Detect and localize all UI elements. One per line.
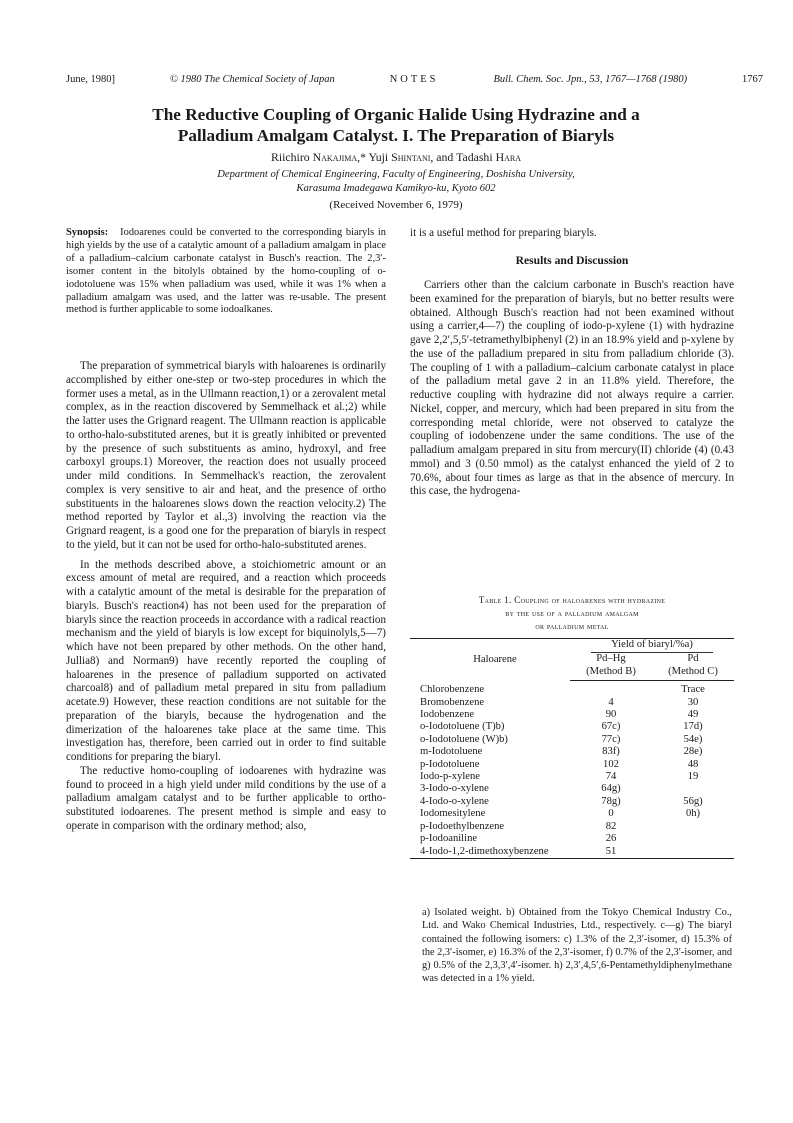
haloarene-cell: p-Iodotoluene	[420, 758, 480, 770]
haloarene-cell: Bromobenzene	[420, 696, 485, 708]
table-row	[410, 746, 734, 758]
results-text: Carriers other than the calcium carbonate in Busch's reaction have been examined for the preparation of biaryls, but no better results were obtained. Although Busch's reaction had not been examined without using a carrier,4—7) the coupling of iodo-p-xylene (1) with hydrazine gave 2,2′,5,5′-tetramethylbiphenyl (2) in an 18.9% yield and p-xylene by the use of the palladium prepared in situ from palladium chloride (3). The coupling of 1 with a palladium–calcium carbonate catalyst in place of the palladium metal gave 2 in an 11.8% yield. Therefore, the reductive coupling with hydrazine did not always require a carrier. Nickel, copper, and mercury, which had been prepared in situ from the corresponding metal chloride, were not observed to catalyze the coupling of iodobenzene under the same conditions. The use of the palladium amalgam prepared in situ from mercury(II) chloride (4) (0.43 mmol) and 3 (0.50 mmol) as the catalyst enhanced the yield of 2 to 70.6%, about four times as large as that in the absence of mercury. In this case, the hydrogena-	[410, 279, 734, 498]
affiliation-line-1: Department of Chemical Engineering, Faculty of Engineering, Doshisha University,	[217, 169, 575, 180]
column-header-pdhg: Pd–Hg	[596, 653, 626, 665]
table-footnotes: a) Isolated weight. b) Obtained from the Tokyo Chemical Industry Co., Ltd. and Wako Chemical Industries, Ltd., respectively. c—g) The biaryl contained the following isomers: c) 1.3% of the 2,3′-isomer, d) 15.3% of the 2,3′-isomer, e) 16.3% of the 2,3′-isomer, f) 0.7% of the 2,3′-isomer, and g) 0.5% of the 2,3,3′,4′-isomer. h) 2,3′,4,5′,6-Pentamethyldiphenylmethane was detected in a 1% yield.	[422, 907, 732, 985]
pdhg-yield-cell: 74	[605, 771, 617, 783]
pdhg-yield-cell: 83f)	[602, 746, 620, 758]
pdhg-yield-cell: 82	[605, 820, 617, 832]
page-number: 1767	[742, 74, 763, 85]
table-row	[410, 808, 734, 820]
haloarene-cell: p-Iodoethylbenzene	[420, 820, 505, 832]
yield-table	[410, 638, 734, 859]
section-label: NOTES	[389, 74, 439, 85]
haloarene-cell: Chlorobenzene	[420, 683, 485, 695]
synopsis-text: Iodoarenes could be converted to the corresponding biaryls in high yields by the use of a catalytic amount of a palladium amalgam in place of a palladium–calcium carbonate catalyst in Busch's reaction. The 2,3′-isomer content in the bitolyls obtained by the homo-coupling of o-iodotoluene was 15% when palladium was used, while it was 1% when a palladium amalgam was used, and the latter was re-usable. The present method is further applicable to some iodoalkanes.	[66, 227, 386, 316]
haloarene-cell: 4-Iodo-1,2-dimethoxybenzene	[410, 846, 570, 859]
pd-yield-cell: 28e)	[683, 746, 703, 758]
yield-header-text: Yield of biaryl/%a)	[591, 639, 713, 653]
haloarene-cell: Iodobenzene	[420, 709, 475, 721]
pdhg-yield-cell	[570, 681, 652, 697]
synopsis-label: Synopsis:	[66, 227, 109, 238]
table-row	[410, 833, 734, 845]
synopsis	[66, 227, 386, 317]
pd-yield-cell: 49	[687, 709, 699, 721]
table-caption-line-1: Table 1. Coupling of haloarenes with hydrazine	[478, 595, 666, 605]
pdhg-yield-cell: 26	[605, 833, 617, 845]
pd-yield-cell: 0h)	[685, 808, 701, 820]
pd-yield-cell	[652, 833, 734, 845]
author-3-family: Hara	[495, 150, 521, 164]
affiliation	[66, 168, 726, 196]
table-caption	[410, 594, 734, 633]
pd-yield-cell: 19	[687, 771, 699, 783]
pd-yield-cell: 56g)	[683, 795, 703, 807]
title-line-2: Palladium Amalgam Catalyst. I. The Preparation of Biaryls	[177, 126, 615, 145]
pd-yield-cell: Trace	[681, 684, 705, 696]
column-header-pd: Pd	[687, 653, 699, 665]
table-row	[410, 721, 734, 733]
pdhg-yield-cell: 51	[570, 846, 652, 859]
column-header-pd-method: (Method C)	[652, 666, 734, 681]
author-1-family: Nakajima,*	[312, 150, 366, 164]
running-header	[66, 74, 763, 85]
table-row	[410, 734, 734, 746]
title-line-1: The Reductive Coupling of Organic Halide Using Hydrazine and a	[152, 105, 640, 124]
column-header-pdhg-method: (Method B)	[570, 666, 652, 681]
author-2-family: Shintani,	[391, 150, 434, 164]
author-2-given: Yuji	[368, 150, 389, 164]
haloarene-cell: 4-Iodo-o-xylene	[420, 795, 489, 807]
haloarene-cell: Iodomesitylene	[420, 808, 486, 820]
column-header-yield	[570, 639, 734, 654]
table-row	[410, 681, 734, 697]
table-row	[410, 846, 734, 859]
pdhg-yield-cell: 90	[605, 709, 617, 721]
pdhg-yield-cell: 4	[608, 696, 614, 708]
haloarene-cell: m-Iodotoluene	[420, 746, 483, 758]
journal-citation: Bull. Chem. Soc. Jpn., 53, 1767—1768 (1980)	[493, 74, 688, 85]
pd-yield-cell: 54e)	[683, 733, 703, 745]
pd-yield-cell: 17d)	[683, 721, 703, 733]
table-row	[410, 697, 734, 709]
copyright-notice: © 1980 The Chemical Society of Japan	[169, 74, 335, 85]
column-header-haloarene: Haloarene	[410, 639, 570, 681]
issue-date: June, 1980]	[66, 74, 115, 85]
intro-paragraph-3: The reductive homo-coupling of iodoarenes with hydrazine was found to proceed in a high yield under mild conditions by the use of a palladium amalgam catalyst and to be further applicable to ortho-substituted iodoarenes. The present method is simple and easy to operate in comparison with the ordinary method; also,	[66, 764, 386, 832]
received-date: (Received November 6, 1979)	[329, 199, 463, 211]
author-list	[66, 150, 726, 165]
pd-yield-cell	[652, 783, 734, 795]
table-caption-line-3: or palladium metal	[535, 621, 609, 631]
table-row	[410, 759, 734, 771]
table-row	[410, 796, 734, 808]
pd-yield-cell: 30	[687, 696, 699, 708]
right-column-continuation: it is a useful method for preparing biaryls.	[410, 227, 597, 239]
haloarene-cell: o-Iodotoluene (T)b)	[420, 721, 505, 733]
pdhg-yield-cell: 64g)	[601, 783, 621, 795]
author-conjunction: and	[436, 150, 454, 164]
pdhg-yield-cell: 0	[608, 808, 614, 820]
article-title	[66, 104, 726, 146]
table-caption-line-2: by the use of a palladium amalgam	[505, 608, 639, 618]
pd-yield-cell: 48	[687, 758, 699, 770]
author-3-given: Tadashi	[456, 150, 493, 164]
affiliation-line-2: Karasuma Imadegawa Kamikyo-ku, Kyoto 602	[296, 183, 496, 194]
table-row	[410, 771, 734, 783]
pdhg-yield-cell: 77c)	[601, 733, 621, 745]
haloarene-cell: 3-Iodo-o-xylene	[420, 783, 489, 795]
intro-paragraph-2: In the methods described above, a stoichiometric amount or an excess amount of metal are required, and a reaction which proceeds with a catalytic amount of the metal is desirable for the preparation of biaryls. Busch's reaction4) has not been used for the preparation of biaryls since the reaction proceeds in accordance with a radical reaction mechanism and the yield of biaryls is low except for biquinolyls,5—7) which have not been prepared by other methods. On the other hand, Jullia8) and Norman9) have recently reported the coupling of haloarenes in the presence of palladium supported on activated charcoal8) and of palladium metal prepared in situ from palladium acetate.9) However, these reaction conditions are not suitable for the preparation of the biaryls, because the hydrogenation and the dimerization of the haloarenes take place at the same time. This investigation has, therefore, been carried out in order to find suitable conditions for preparing the biaryl.	[66, 558, 386, 763]
haloarene-cell: o-Iodotoluene (W)b)	[420, 733, 508, 745]
table-row	[410, 709, 734, 721]
table-row	[410, 783, 734, 795]
introduction-column	[66, 360, 386, 834]
haloarene-cell: Iodo-p-xylene	[420, 771, 481, 783]
intro-paragraph-1: The preparation of symmetrical biaryls with haloarenes is ordinarily accomplished by either one-step or two-step procedures in which the former uses a metal, as in the Ullmann reaction,1) or a zerovalent metal complex, as in the reaction discovered by Semmelhack et al.;2) while the latter uses the Grignard reagent. The Ullmann reaction is applicable to ortho-halo-substituted arenes, but it is greatly inhibited or prevented by the presence of such substituents as amino, hydroxyl, and free carboxyl groups.1) Moreover, the reaction does not usually proceed under mild conditions. In Semmelhack's reaction, the zerovalent complex is very sensitive to air and heat, and the presence of ortho substituents in the haloarenes slows down the reaction velocity.2) The method reported by Taylor et al.,3) involving the reaction via the Grignard reagent, is a good one for the preparation of biaryls in respect to the yield, but it can not be used for ortho-halo-substituted arenes.	[66, 360, 386, 551]
section-heading: Results and Discussion	[515, 254, 629, 267]
haloarene-cell: p-Iodoaniline	[420, 833, 478, 845]
pdhg-yield-cell: 102	[603, 758, 619, 770]
table-row	[410, 821, 734, 833]
pdhg-yield-cell: 67c)	[601, 721, 621, 733]
results-paragraph	[410, 279, 734, 499]
pdhg-yield-cell: 78g)	[601, 795, 621, 807]
pd-yield-cell	[652, 821, 734, 833]
pd-yield-cell	[652, 846, 734, 859]
author-1-given: Riichiro	[271, 150, 310, 164]
